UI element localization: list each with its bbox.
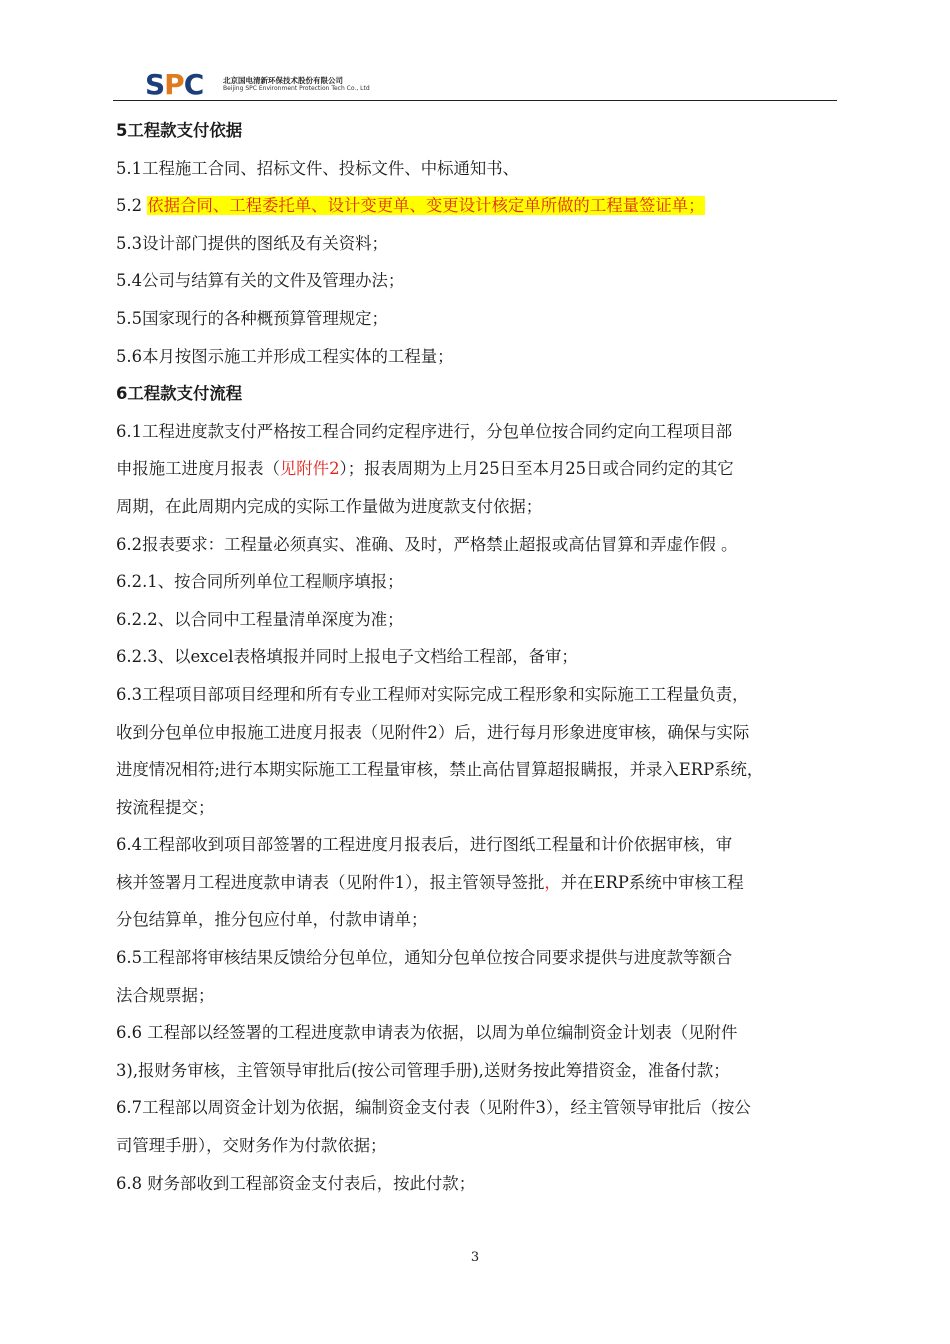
item-5-2-highlighted-text: 依据合同、工程委托单、设计变更单、变更设计核定单所做的工程量签证单； bbox=[147, 196, 705, 216]
company-name bbox=[223, 76, 370, 93]
company-name-en: Beijing SPC Environment Protection Tech Co., Ltd bbox=[223, 85, 370, 92]
section-6-heading: 6工程款支付流程 bbox=[116, 384, 243, 404]
company-name-cn: 北京国电清新环保技术股份有限公司 bbox=[223, 76, 343, 85]
item-6-6-line-1: 6.6 工程部以经签署的工程进度款申请表为依据，以周为单位编制资金计划表（见附件 bbox=[116, 1023, 738, 1043]
item-6-1-text-a: 申报施工进度月报表（ bbox=[116, 459, 280, 479]
item-6-1-line-2 bbox=[116, 450, 844, 488]
attachment-2-reference: 见附件2 bbox=[279, 459, 340, 479]
item-6-4-line-3: 分包结算单，推分包应付单，付款申请单； bbox=[116, 910, 428, 930]
section-5-heading: 5工程款支付依据 bbox=[116, 121, 243, 140]
item-5-1: 5.1工程施工合同、招标文件、投标文件、中标通知书、 bbox=[116, 158, 520, 178]
logo-letter-p: P bbox=[164, 68, 184, 101]
item-6-1-line-1: 6.1工程进度款支付严格按工程合同约定程序进行，分包单位按合同约定向工程项目部 bbox=[116, 421, 733, 441]
item-6-6-line-2: 3),报财务审核，主管领导审批后(按公司管理手册),送财务按此筹措资金，准备付款； bbox=[116, 1060, 730, 1080]
item-6-3-line-3: 进度情况相符;进行本期实际施工工程量审核，禁止高估冒算超报瞒报，并录入ERP系统， bbox=[116, 760, 764, 780]
item-6-7-line-1: 6.7工程部以周资金计划为依据，编制资金支付表（见附件3），经主管领导审批后（按公 bbox=[116, 1098, 751, 1118]
logo-letter-c: C bbox=[183, 68, 204, 101]
red-comma: ， bbox=[544, 872, 561, 892]
item-6-4-text-b: 并在ERP系统中审核工程 bbox=[560, 872, 744, 892]
item-6-3-line-2: 收到分包单位申报施工进度月报表（见附件2）后，进行每月形象进度审核，确保与实际 bbox=[116, 722, 750, 742]
item-6-3-line-1: 6.3工程项目部项目经理和所有专业工程师对实际完成工程形象和实际施工工程量负责， bbox=[116, 684, 749, 704]
page-header bbox=[113, 68, 837, 101]
item-5-6: 5.6本月按图示施工并形成工程实体的工程量； bbox=[116, 346, 454, 366]
item-5-5: 5.5国家现行的各种概预算管理规定； bbox=[116, 308, 388, 328]
item-6-8: 6.8 财务部收到工程部资金支付表后，按此付款； bbox=[116, 1173, 476, 1193]
item-6-7-line-2: 司管理手册），交财务作为付款依据； bbox=[116, 1136, 387, 1156]
item-6-2-1: 6.2.1、按合同所列单位工程顺序填报； bbox=[116, 572, 404, 592]
item-6-4-line-1: 6.4工程部收到项目部签署的工程进度月报表后，进行图纸工程量和计价依据审核，审 bbox=[116, 835, 733, 855]
item-5-4: 5.4公司与结算有关的文件及管理办法； bbox=[116, 271, 405, 291]
item-6-1-text-b: ）；报表周期为上月25日至本月25日或合同约定的其它 bbox=[339, 459, 734, 479]
item-6-2-3: 6.2.3、以excel表格填报并同时上报电子文档给工程部，备审； bbox=[116, 647, 578, 667]
logo-letter-s: S bbox=[145, 68, 165, 101]
item-6-2-2: 6.2.2、以合同中工程量清单深度为准； bbox=[116, 609, 404, 629]
spc-logo bbox=[145, 70, 203, 100]
item-6-5-line-2: 法合规票据； bbox=[116, 985, 215, 1005]
item-6-4-line-2 bbox=[116, 864, 844, 902]
page-number: 3 bbox=[470, 1250, 480, 1265]
item-5-3: 5.3设计部门提供的图纸及有关资料； bbox=[116, 233, 388, 253]
document-body bbox=[116, 112, 844, 1202]
item-6-5-line-1: 6.5工程部将审核结果反馈给分包单位，通知分包单位按合同要求提供与进度款等额合 bbox=[116, 948, 733, 968]
item-6-2: 6.2报表要求：工程量必须真实、准确、及时，严格禁止超报或高估冒算和弄虚作假 。 bbox=[116, 534, 738, 554]
item-5-2-number: 5.2 bbox=[116, 196, 148, 216]
item-6-1-line-3: 周期，在此周期内完成的实际工作量做为进度款支付依据； bbox=[116, 496, 543, 516]
item-6-4-text-a: 核并签署月工程进度款申请表（见附件1），报主管领导签批 bbox=[116, 872, 545, 892]
item-5-2 bbox=[116, 187, 844, 225]
item-6-3-line-4: 按流程提交； bbox=[116, 797, 215, 817]
